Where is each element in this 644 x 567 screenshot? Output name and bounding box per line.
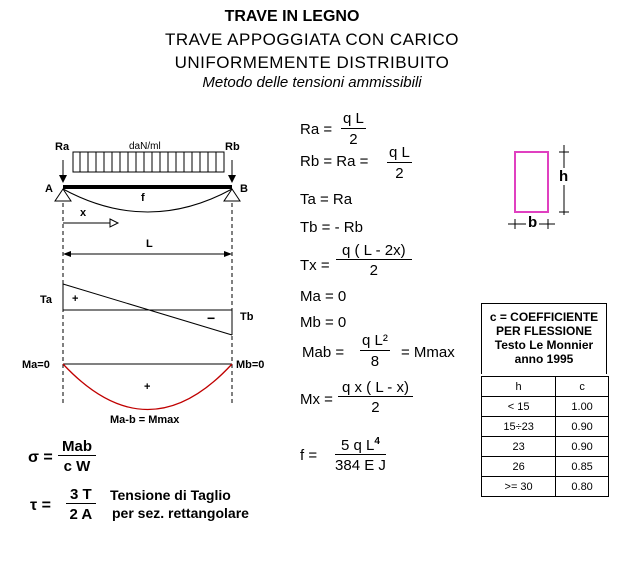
cell-c: 0.90 — [556, 437, 609, 457]
formula-rb-lhs: Rb = Ra = — [300, 153, 369, 170]
coef-header-2: PER FLESSIONE — [495, 324, 593, 338]
cell-c: 1.00 — [556, 397, 609, 417]
formula-tx-fraction — [336, 242, 412, 279]
tau-note-1: Tensione di Taglio — [110, 487, 231, 503]
label-b: B — [240, 183, 248, 195]
formula-ra-den: 2 — [349, 131, 358, 148]
formula-rb-num: q L — [389, 144, 410, 161]
coef-header-3: Testo Le Monnier — [494, 338, 594, 352]
formula-mab-lhs: Mab = — [302, 344, 345, 361]
formula-tx-num: q ( L - 2x) — [336, 242, 412, 260]
label-ra: Ra — [55, 141, 70, 153]
formula-ra-num: q L — [343, 110, 364, 127]
formula-f-num — [335, 433, 386, 455]
label-x: x — [80, 207, 87, 219]
cell-h: < 15 — [482, 397, 556, 417]
title-line-2: TRAVE APPOGGIATA CON CARICO — [164, 30, 460, 49]
formula-f-num-exp: 4 — [374, 436, 380, 447]
reaction-arrow-b — [228, 160, 236, 183]
label-ta: Ta — [40, 294, 53, 306]
label-f: f — [141, 192, 145, 204]
moment-plus: + — [144, 381, 151, 393]
shear-minus: − — [207, 310, 216, 326]
support-a — [55, 189, 71, 201]
label-a: A — [45, 183, 53, 195]
title-line-3: UNIFORMEMENTE DISTRIBUITO — [174, 53, 450, 72]
label-ma0: Ma=0 — [22, 359, 50, 371]
formula-mb: Mb = 0 — [300, 314, 347, 331]
formula-mx-num: q x ( L - x) — [338, 379, 413, 397]
section-rectangle — [515, 152, 548, 212]
col-header-h: h — [482, 377, 556, 397]
table-row — [482, 437, 609, 457]
formula-ra-lhs: Ra = — [300, 121, 333, 138]
table-header-row — [482, 377, 609, 397]
formula-tx-den: 2 — [369, 262, 378, 279]
formula-mx-lhs: Mx = — [300, 391, 333, 408]
label-tb: Tb — [240, 311, 254, 323]
formula-mab-rhs: = Mmax — [401, 344, 455, 361]
formula-ra-fraction — [341, 110, 366, 148]
tau-note-2: per sez. rettangolare — [112, 505, 249, 521]
formula-f-num-base: 5 q L — [341, 437, 375, 454]
formula-f-lhs: f = — [300, 447, 318, 464]
label-load-unit: daN/ml — [129, 141, 161, 152]
coef-table-header — [481, 303, 607, 374]
coef-header-1: c = COEFFICIENTE — [489, 310, 599, 324]
formula-ta: Ta = Ra — [300, 191, 353, 208]
formula-mx-den: 2 — [371, 399, 380, 416]
formula-rb-fraction — [387, 144, 412, 182]
label-mmax: Ma-b = Mmax — [110, 414, 180, 426]
cell-h: >= 30 — [482, 477, 556, 497]
formula-tb: Tb = - Rb — [300, 219, 363, 236]
formula-rb-den: 2 — [395, 165, 404, 182]
reaction-arrow-a — [59, 160, 67, 183]
label-mb0: Mb=0 — [236, 359, 265, 371]
coef-header-4: anno 1995 — [514, 352, 574, 366]
cell-c: 0.90 — [556, 417, 609, 437]
formula-sigma-den: c W — [63, 458, 91, 475]
coef-table — [481, 376, 609, 497]
table-row — [482, 457, 609, 477]
formula-f-fraction — [335, 433, 386, 474]
formula-tau-lhs: τ = — [30, 497, 51, 514]
table-row — [482, 417, 609, 437]
formula-sigma-lhs: σ = — [28, 449, 53, 466]
formula-tau-fraction — [66, 486, 96, 523]
label-rb: Rb — [225, 141, 240, 153]
formula-mab-den: 8 — [370, 353, 380, 370]
formula-mab-num: q L² — [362, 332, 388, 349]
cell-c: 0.80 — [556, 477, 609, 497]
formula-sigma-num: Mab — [58, 438, 96, 456]
table-row — [482, 397, 609, 417]
title-method: Metodo delle tensioni ammissibili — [202, 74, 422, 91]
formula-f-den: 384 E J — [335, 457, 386, 474]
label-h: h — [559, 168, 569, 185]
col-header-c: c — [556, 377, 609, 397]
deflection-curve — [63, 189, 232, 212]
cell-h: 15÷23 — [482, 417, 556, 437]
table-row — [482, 477, 609, 497]
cell-h: 23 — [482, 437, 556, 457]
formula-tau-num: 3 T — [66, 486, 96, 504]
cell-h: 26 — [482, 457, 556, 477]
formula-sigma-fraction — [58, 438, 96, 475]
support-b — [224, 189, 240, 201]
title-line-1: TRAVE IN LEGNO — [224, 8, 360, 25]
cell-c: 0.85 — [556, 457, 609, 477]
formula-tau-den: 2 A — [69, 506, 93, 523]
label-b-width: b — [528, 214, 538, 231]
load-hatching — [80, 152, 216, 172]
cross-section — [500, 140, 580, 235]
label-l: L — [146, 238, 153, 250]
formula-mab-fraction — [360, 332, 390, 370]
shear-plus: + — [72, 293, 79, 305]
formula-mx-fraction — [338, 379, 413, 416]
formula-tx-lhs: Tx = — [300, 257, 330, 274]
formula-ma: Ma = 0 — [300, 288, 347, 305]
